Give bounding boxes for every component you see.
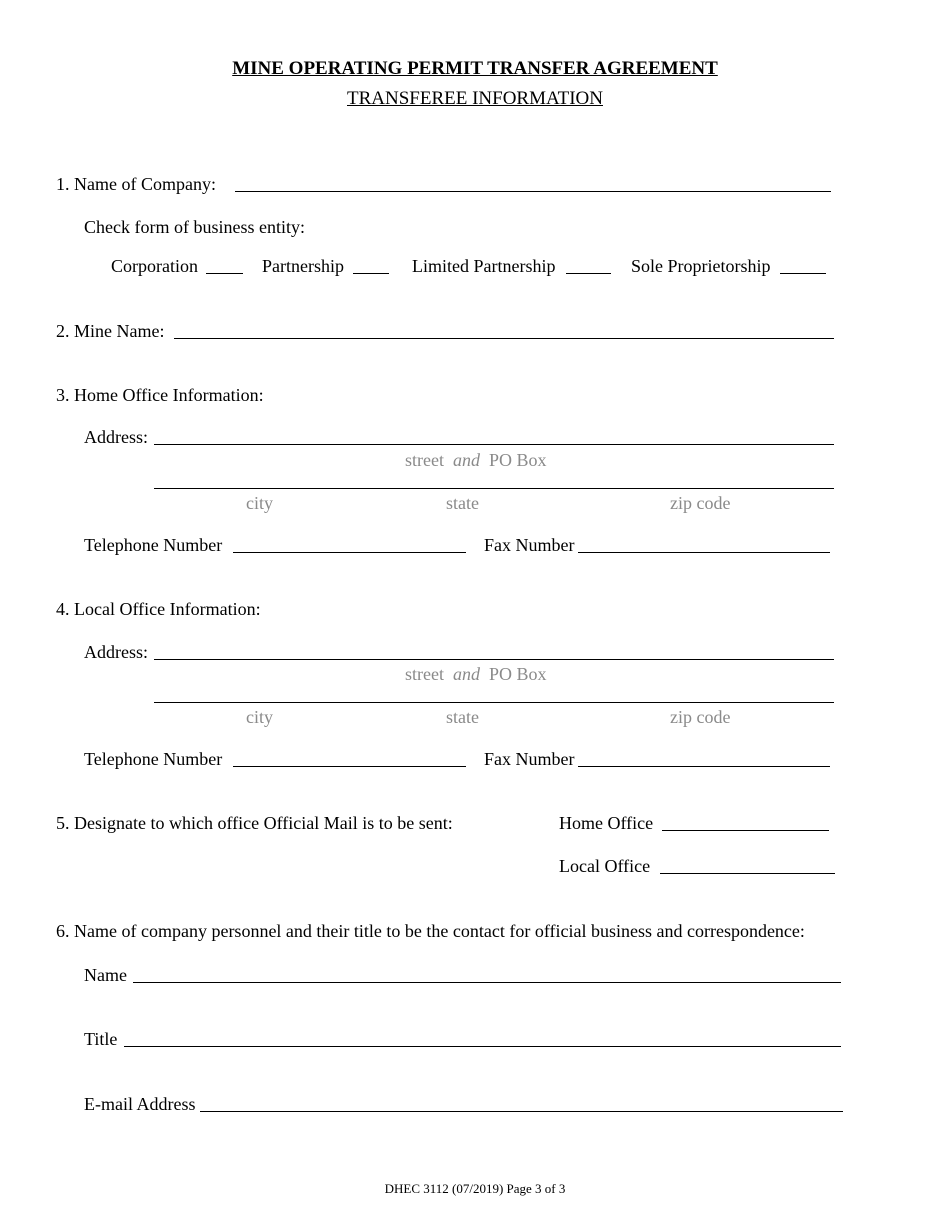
company-name-label: 1. Name of Company: (56, 174, 216, 194)
mail-home-office-label: Home Office (559, 813, 654, 833)
entity-corporation-label: Corporation (111, 256, 198, 276)
entity-corporation-check[interactable] (206, 273, 243, 274)
home-phone-field[interactable] (233, 552, 466, 553)
local-street-field[interactable] (154, 659, 834, 660)
local-fax-field[interactable] (578, 766, 830, 767)
home-office-heading: 3. Home Office Information: (56, 385, 264, 405)
entity-prompt: Check form of business entity: (84, 217, 305, 237)
home-fax-field[interactable] (578, 552, 830, 553)
entity-sole-proprietorship-check[interactable] (780, 273, 826, 274)
home-phone-label: Telephone Number (84, 535, 223, 555)
form-subtitle: TRANSFEREE INFORMATION (347, 88, 603, 109)
local-zip-hint: zip code (670, 707, 731, 727)
home-city-hint: city (246, 493, 273, 513)
contact-email-field[interactable] (200, 1111, 843, 1112)
entity-partnership-label: Partnership (262, 256, 344, 276)
home-city-state-zip-field[interactable] (154, 488, 834, 489)
contact-title-label: Title (84, 1029, 118, 1049)
local-office-heading: 4. Local Office Information: (56, 599, 261, 619)
contact-name-label: Name (84, 965, 127, 985)
entity-sole-proprietorship-label: Sole Proprietorship (631, 256, 771, 276)
local-city-state-zip-field[interactable] (154, 702, 834, 703)
local-phone-field[interactable] (233, 766, 466, 767)
home-street-hint: street and PO Box (405, 450, 547, 470)
contact-name-field[interactable] (133, 982, 841, 983)
official-mail-label: 5. Designate to which office Official Mail is to be sent: (56, 813, 453, 833)
contact-personnel-heading: 6. Name of company personnel and their title to be the contact for official business and correspondence: (56, 921, 805, 941)
local-city-hint: city (246, 707, 273, 727)
local-address-label: Address: (84, 642, 148, 662)
entity-partnership-check[interactable] (353, 273, 389, 274)
company-name-field[interactable] (235, 191, 831, 192)
home-street-field[interactable] (154, 444, 834, 445)
home-fax-label: Fax Number (484, 535, 575, 555)
mail-home-office-field[interactable] (662, 830, 829, 831)
home-state-hint: state (446, 493, 479, 513)
contact-title-field[interactable] (124, 1046, 841, 1047)
home-zip-hint: zip code (670, 493, 731, 513)
mine-name-label: 2. Mine Name: (56, 321, 165, 341)
page-footer: DHEC 3112 (07/2019) Page 3 of 3 (384, 1181, 566, 1196)
entity-limited-partnership-label: Limited Partnership (412, 256, 556, 276)
mail-local-office-label: Local Office (559, 856, 651, 876)
contact-email-label: E-mail Address (84, 1094, 196, 1114)
mine-name-field[interactable] (174, 338, 834, 339)
home-address-label: Address: (84, 427, 148, 447)
local-fax-label: Fax Number (484, 749, 575, 769)
mail-local-office-field[interactable] (660, 873, 835, 874)
local-state-hint: state (446, 707, 479, 727)
form-title: MINE OPERATING PERMIT TRANSFER AGREEMENT (232, 58, 718, 79)
local-street-hint: street and PO Box (405, 664, 547, 684)
entity-limited-partnership-check[interactable] (566, 273, 611, 274)
local-phone-label: Telephone Number (84, 749, 223, 769)
